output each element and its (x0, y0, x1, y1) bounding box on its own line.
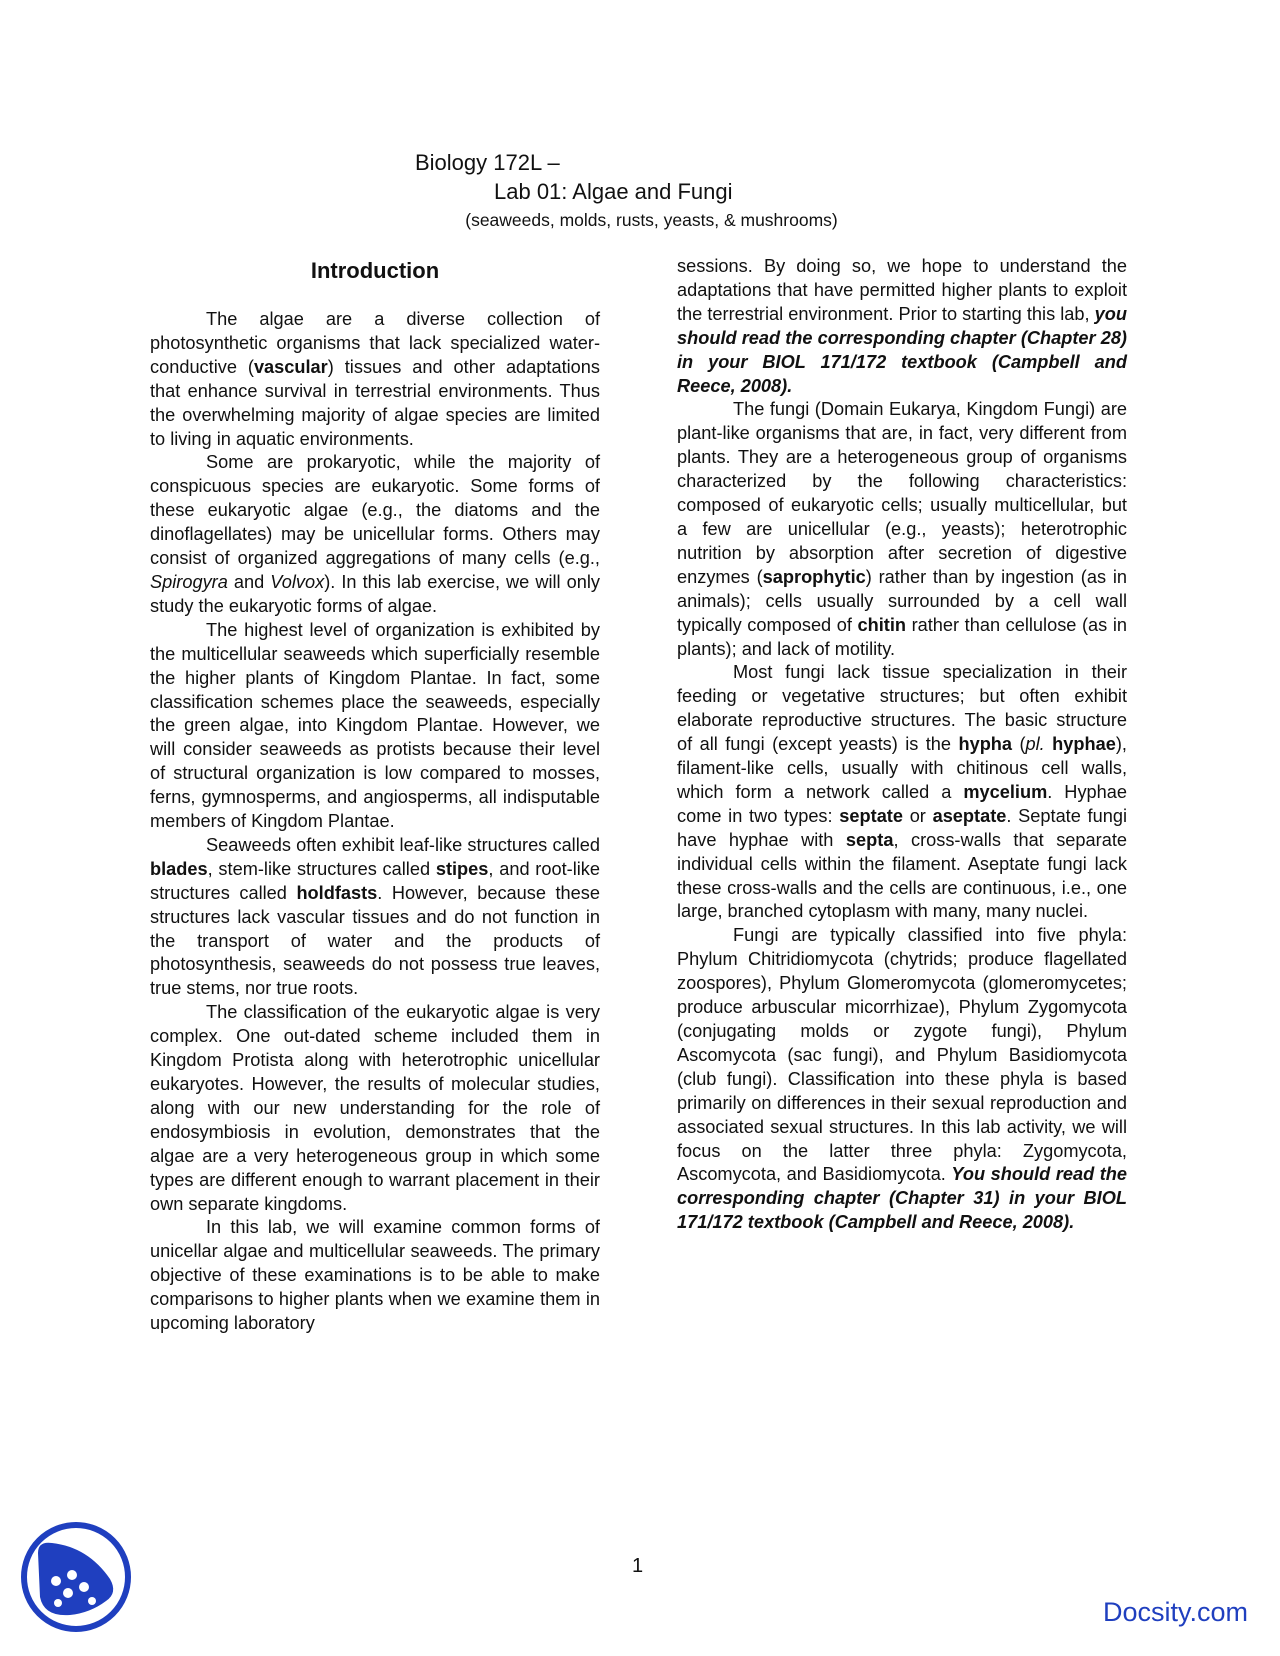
paragraph (677, 661, 1127, 924)
text-run: The algae are a diverse collection of photosynthetic organisms that lack specialized water-conductive ( (150, 309, 600, 377)
text-run: Seaweeds often exhibit leaf-like structures called (206, 834, 600, 855)
text-run: . However, because these structures lack vascular tissues and do not function in the transport of water and the products of photosynthesis, seaweeds do not possess true leaves, true stems, nor true roots. (150, 882, 600, 999)
italic-term: Spirogyra (150, 571, 228, 592)
bold-term: hyphae (1052, 734, 1116, 755)
text-run: or (902, 805, 933, 826)
title-line-2: Lab 01: Algae and Fungi (494, 179, 733, 204)
text-run: The fungi (Domain Eukarya, Kingdom Fungi) are plant-like organisms that are, in fact, very different from plants. They are a heterogeneous group of organisms characterized by the following characteristics: composed of eukaryotic cells; usually multicellular, but a few are unicellular (e.g., yeasts); heterotrophic nutrition by absorption after secretion of digestive enzymes ( (677, 399, 1127, 587)
bold-term: septate (839, 805, 903, 826)
text-run: , cross-walls that separate individual cells within the filament. Aseptate fungi lack these cross-walls and the cells are continuous, i.e., one large, branched cytoplasm with many, many nuclei. (677, 829, 1127, 922)
text-run: ) tissues and other adaptations that enhance survival in terrestrial environments. Thus the overwhelming majority of algae species are limited to living in aquatic environments. (150, 356, 600, 449)
text-run: ) rather than by ingestion (as in animals); cells usually surrounded by a cell wall typically composed of (677, 566, 1128, 635)
docsity-logo-icon[interactable] (20, 1521, 132, 1633)
italic-term: pl. (1025, 734, 1045, 755)
paragraph (150, 308, 600, 451)
text-run: , and root-like structures called (150, 858, 600, 903)
docsity-watermark-link[interactable]: Docsity.com (1103, 1597, 1249, 1627)
title-line-1: Biology 172L – (415, 150, 560, 175)
bold-term: vascular (253, 356, 328, 377)
right-column (677, 255, 1127, 1235)
bold-term: saprophytic (762, 566, 866, 587)
paragraph: The highest level of organization is exhibited by the multicellular seaweeds which superficially resemble the higher plants of Kingdom Plantae. In fact, some classification schemes place the seaweeds, especially the green algae, into Kingdom Plantae. However, we will consider seaweeds as protists because their level of structural organization is low compared to mosses, ferns, gymnosperms, and angiosperms, all indisputable members of Kingdom Plantae. (150, 619, 600, 832)
text-run: ( (1012, 734, 1026, 755)
text-run: and (227, 571, 271, 592)
page-number: 1 (632, 1555, 644, 1577)
bold-term: septa (845, 829, 894, 850)
text-run: . Hyphae come in two types: (677, 781, 1127, 826)
text-run: Fungi are typically classified into five phyla: Phylum Chitridiomycota (chytrids; produce flagellated zoospores), Phylum Glomeromycota (glomeromycetes; produce arbuscular micorrhizae), Phylum Zygomycota (conjugating molds or zygote fungi), Phylum Ascomycota (sac fungi), and Phylum Basidiomycota (club fungi). Classification into these phyla is based primarily on differences in their sexual reproduction and associated sexual structures. In this lab activity, we will focus on the latter three phyla: Zygomycota, Ascomycota, and Basidiomycota. (677, 925, 1127, 1185)
italic-term: Volvox (270, 571, 325, 592)
text-run: Most fungi lack tissue specialization in their feeding or vegetative structures; but often exhibit elaborate reproductive structures. The basic structure of all fungi (except yeasts) is the (677, 662, 1127, 755)
bold-term: mycelium (963, 781, 1048, 802)
text-run: ), filament-like cells, usually with chitinous cell walls, which form a network called a (677, 734, 1127, 802)
bold-term: chitin (857, 614, 906, 635)
text-run: . Septate fungi have hyphae with (677, 805, 1127, 850)
bold-term: aseptate (932, 805, 1007, 826)
paragraph: In this lab, we will examine common forms of unicellar algae and multicellular seaweeds. The primary objective of these examinations is to be able to make comparisons to higher plants when we examine them in upcoming laboratory (150, 1217, 600, 1334)
paragraph: The classification of the eukaryotic algae is very complex. One out-dated scheme included them in Kingdom Protista along with heterotrophic unicellular eukaryotes. However, the results of molecular studies, along with our new understanding for the role of endosymbiosis in evolution, demonstrates that the algae are a very heterogeneous group in which some types are different enough to warrant placement in their own separate kingdoms. (150, 1002, 600, 1214)
text-run: ). In this lab exercise, we will only study the eukaryotic forms of algae. (150, 571, 600, 616)
bold-term: holdfasts (296, 882, 378, 903)
bold-term: blades (150, 858, 208, 879)
emphasis-reading-assignment: You should read the corresponding chapter (Chapter 31) in your BIOL 171/172 textbook (Campbell and Reece, 2008). (677, 1164, 1128, 1233)
bold-term: hypha (958, 734, 1013, 755)
paragraph (677, 924, 1127, 1235)
paragraph (677, 398, 1127, 661)
left-column (150, 256, 600, 1336)
subtitle: (seaweeds, molds, rusts, yeasts, & mushrooms) (465, 210, 838, 230)
text-run: rather than cellulose (as in plants); and lack of motility. (677, 614, 1127, 659)
paragraph (677, 255, 1127, 398)
paragraph (150, 451, 600, 618)
paragraph (150, 834, 600, 1001)
text-run: sessions. By doing so, we hope to understand the adaptations that have permitted higher plants to exploit the terrestrial environment. Prior to starting this lab, (677, 256, 1127, 324)
bold-term: stipes (435, 858, 489, 879)
section-heading-introduction: Introduction (310, 258, 440, 283)
text-run: Some are prokaryotic, while the majority of conspicuous species are eukaryotic. Some forms of these eukaryotic algae (e.g., the diatoms and the dinoflagellates) may be unicellular forms. Others may consist of organized aggregations of many cells (e.g., (150, 452, 600, 569)
emphasis-reading-assignment: you should read the corresponding chapter (Chapter 28) in your BIOL 171/172 textbook (Campbell and Reece, 2008). (677, 303, 1127, 396)
text-run: , stem-like structures called (207, 858, 436, 879)
docsity-logo-graphic (20, 1521, 132, 1633)
